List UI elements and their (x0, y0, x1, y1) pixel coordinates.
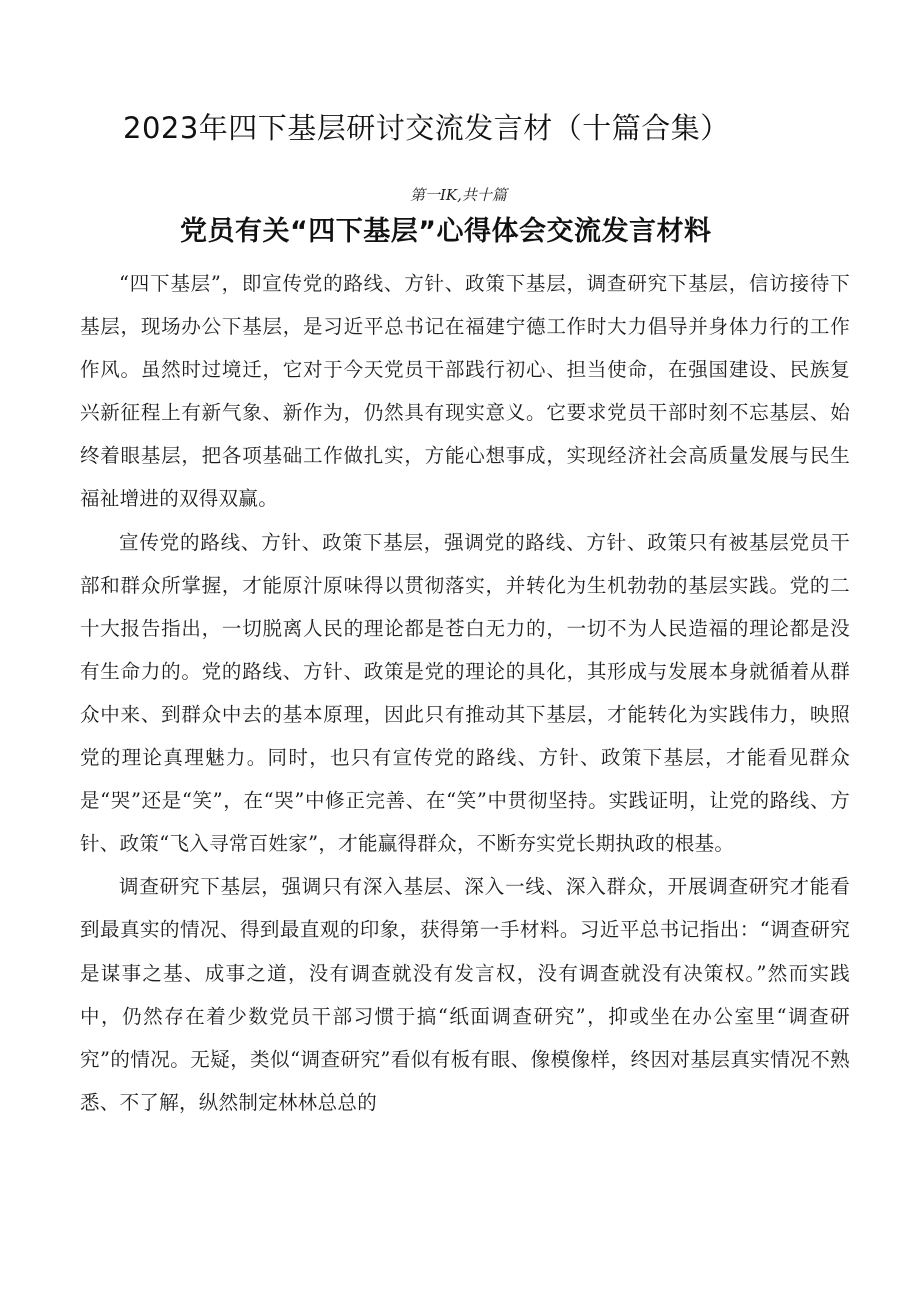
chapter-label: 第一IK,共十篇 (410, 186, 507, 204)
article-body (80, 262, 850, 1124)
section-title: 党员有关“四下基层”心得体会交流发言材料 (180, 216, 712, 247)
paragraph-2: 宣传党的路线、方针、政策下基层，强调党的路线、方针、政策只有被基层党员干部和群众所掌握，才能原汁原味得以贯彻落实，并转化为生机勃勃的基层实践。党的二十大报告指出，一切脱离人民的理论都是苍白无力的，一切不为人民造福的理论都是没有生命力的。党的路线、方针、政策是党的理论的具化，其形成与发展本身就循着从群众中来、到群众中去的基本原理，因此只有推动其下基层，才能转化为实践伟力，映照党的理论真理魅力。同时，也只有宣传党的路线、方针、政策下基层，才能看见群众是“哭”还是“笑”，在“哭”中修正完善、在“笑”中贯彻坚持。实践证明，让党的路线、方针、政策“飞入寻常百姓家”，才能赢得群众，不断夯实党长期执政的根基。 (80, 530, 850, 856)
document-title: 2023年四下基层研讨交流发言材（十篇合集） (123, 111, 730, 145)
paragraph-1: “四下基层”，即宣传党的路线、方针、政策下基层，调查研究下基层，信访接待下基层，现场办公下基层，是习近平总书记在福建宁德工作时大力倡导并身体力行的工作作风。虽然时过境迁，它对于今天党员干部践行初心、担当使命，在强国建设、民族复兴新征程上有新气象、新作为，仍然具有现实意义。它要求党员干部时刻不忘基层、始终着眼基层，把各项基础工作做扎实，方能心想事成，实现经济社会高质量发展与民生福祉增进的双得双赢。 (80, 272, 850, 511)
paragraph-3: 调查研究下基层，强调只有深入基层、深入一线、深入群众，开展调查研究才能看到最真实的情况、得到最直观的印象，获得第一手材料。习近平总书记指出：“调查研究是谋事之基、成事之道，没有调查就没有发言权，没有调查就没有决策权。”然而实践中，仍然存在着少数党员干部习惯于搞“纸面调查研究”，抑或坐在办公室里“调查研究”的情况。无疑，类似“调查研究”看似有板有眼、像模像样，终因对基层真实情况不熟悉、不了解，纵然制定林林总总的 (80, 875, 850, 1114)
